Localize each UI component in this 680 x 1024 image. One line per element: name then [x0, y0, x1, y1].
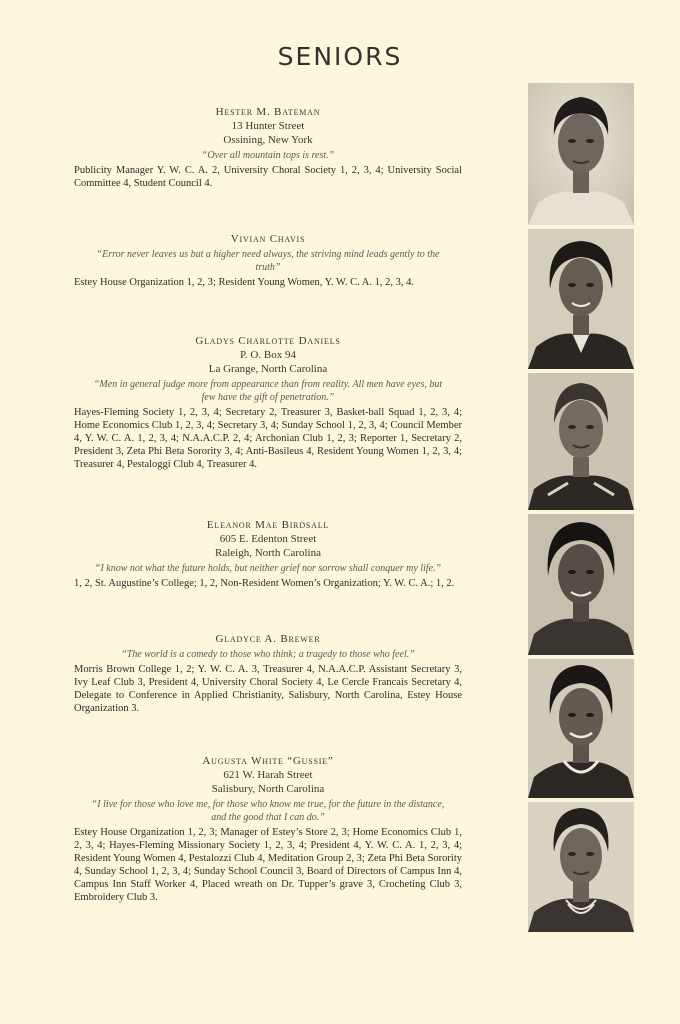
- senior-activities: Estey House Organization 1, 2, 3; Manager of Estey’s Store 2, 3; Home Economics Club 1, 2, 3, 4; Hayes-Fleming Missionary Society 1, 2, 3, 4; President 4, Y. W. C. A. 1, 2, 3, 4; Resident Young Women 4, Pestalozzi Club 4, Meditation Group 2, 3; Zeta Phi Beta Sorority 4, Sunday School 1, 2, 3, 4; Sunday School Council 3, Board of Directors of Campus Inn 4, Campus Inn Staff Worker 4, Placed wreath on Dr. Tupper’s grave 3, Crocheting Club 3, Embroidery Club 3.: [74, 827, 462, 903]
- senior-quote: “Men in general judge more from appearance than from reality. All men have eyes, but few have the gift of penetration.”: [93, 379, 443, 403]
- senior-name: Vivian Chavis: [230, 233, 306, 245]
- address-line: P. O. Box 94: [240, 349, 296, 361]
- senior-activities: Publicity Manager Y. W. C. A. 2, University Choral Society 1, 2, 3, 4; University Social Committee 4, Student Council 4.: [74, 165, 462, 189]
- senior-name: Gladys Charlotte Daniels: [195, 335, 341, 347]
- address-line: 621 W. Harah Street: [223, 769, 313, 781]
- portrait-photo: [528, 373, 634, 510]
- portrait-photo: [528, 514, 634, 655]
- portrait-photo: [528, 83, 634, 225]
- address-line: Salisbury, North Carolina: [211, 783, 325, 795]
- senior-quote: “Over all mountain tops is rest.”: [201, 150, 335, 161]
- senior-activities: 1, 2, St. Augustine’s College; 1, 2, Non-Resident Women’s Organization; Y. W. C. A.; 1, 2.: [74, 578, 455, 589]
- senior-activities: Hayes-Fleming Society 1, 2, 3, 4; Secretary 2, Treasurer 3, Basket-ball Squad 1, 2, 3, 4; Home Economics Club 1, 2, 3, 4; Secretary 3, 4; Sunday School 1, 2, 3, 4; Council Member 4, Y. W. C. A. 1, 2, 3, 4; N.A.A.C.P. 2, 4; Archonian Club 1, 2, 3; Reporter 1, Secretary 2, President 3, Zeta Phi Beta Sorority 3, 4; Anti-Basileus 4, Resident Young Women 1, 2, 3, 4; Treasurer 4, Pestaloggi Club 4, Treasurer 4.: [74, 407, 462, 470]
- senior-name: Gladyce A. Brewer: [215, 633, 321, 645]
- address-line: Raleigh, North Carolina: [214, 547, 321, 559]
- senior-activities: Morris Brown College 1, 2; Y. W. C. A. 3, Treasurer 4, N.A.A.C.P. Assistant Secretary 3, Ivy Leaf Club 3, President 4, University Choral Society 4, Le Cercle Francais Secretary 4, Delegate to Conference in Applied Christianity, Salisbury, North Carolina, Estey House Organization 3.: [74, 664, 462, 714]
- senior-quote: “I live for those who love me, for those who know me true, for the future in the distance, and the good that I can do.”: [91, 799, 445, 823]
- portrait-photo: [528, 659, 634, 798]
- senior-entry-white: [74, 754, 462, 904]
- page-title: SENIORS: [277, 42, 403, 71]
- senior-name: Hester M. Bateman: [215, 106, 321, 118]
- senior-entry-birdsall: [74, 518, 462, 590]
- address-line: La Grange, North Carolina: [208, 363, 328, 375]
- address-line: Ossining, New York: [223, 134, 313, 146]
- address-line: 605 E. Edenton Street: [219, 533, 317, 545]
- senior-name: Augusta White “Gussie”: [202, 755, 334, 767]
- address-line: 13 Hunter Street: [231, 120, 305, 132]
- portrait-photo: [528, 802, 634, 932]
- senior-quote: “Error never leaves us but a higher need always, the striving mind leads gently to the truth”: [96, 249, 440, 273]
- senior-entry-brewer: [74, 632, 462, 715]
- portrait-photo: [528, 229, 634, 369]
- senior-activities: Estey House Organization 1, 2, 3; Resident Young Women, Y. W. C. A. 1, 2, 3, 4.: [74, 277, 415, 288]
- senior-entry-bateman: [74, 105, 462, 190]
- senior-entry-daniels: [74, 334, 462, 471]
- senior-quote: “The world is a comedy to those who think; a tragedy to those who feel.”: [121, 649, 415, 660]
- senior-entry-chavis: [74, 232, 462, 289]
- senior-quote: “I know not what the future holds, but neither grief nor sorrow shall conquer my life.”: [94, 563, 442, 574]
- senior-name: Eleanor Mae Birdsall: [206, 519, 330, 531]
